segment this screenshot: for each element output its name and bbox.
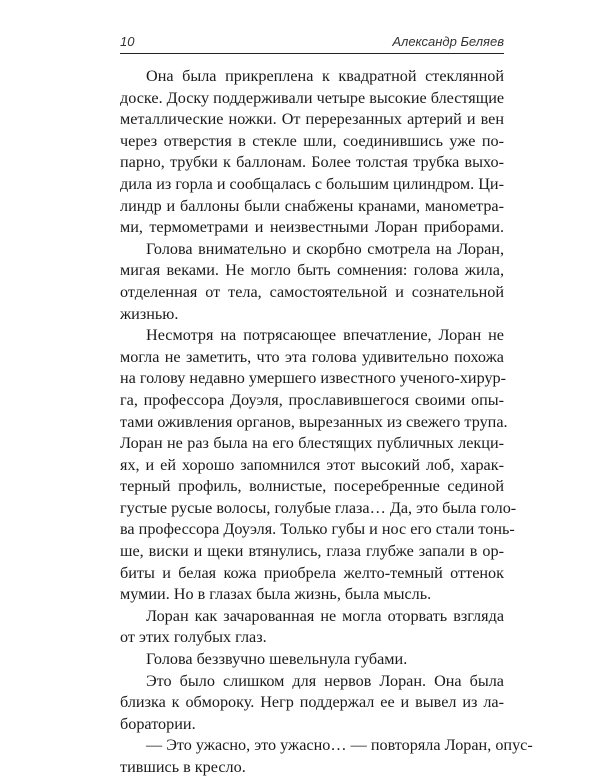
text-line: Несмотря на потрясающее впечатление, Лоран не [146, 326, 504, 345]
text-line: — Это ужасно, это ужасно… — повторяла Лоран, опус- [146, 736, 533, 755]
running-head [120, 31, 504, 54]
text-line: ва профессора Доуэля. Только губы и нос его стали тонь- [120, 520, 515, 539]
text-line: доске. Доску поддерживали четыре высокие блестящие [120, 88, 505, 107]
body-text [120, 66, 533, 779]
text-line: Лоран не раз была на его блестящих публичных лекци- [120, 434, 504, 453]
text-line: линдр и баллоны были снабжены кранами, манометра- [120, 196, 504, 215]
text-line: парно, трубки к баллонам. Более толстая трубка выхо- [120, 153, 504, 172]
text-line: металлические ножки. От перерезанных артерий и вен [120, 110, 504, 129]
text-line: Голова беззвучно шевельнула губами. [146, 650, 408, 669]
text-line: жизнью. [120, 304, 179, 323]
text-line: га, профессора Доуэля, прославившегося своими опы- [120, 390, 504, 409]
text-line: боратории. [120, 714, 196, 733]
text-line: отделенная от тела, самостоятельной и сознательной [120, 282, 504, 301]
text-line: ми, термометрами и неизвестными Лоран приборами. [120, 218, 504, 237]
text-line: от этих голубых глаз. [120, 628, 267, 647]
text-line: мумии. Но в глазах была жизнь, была мысль. [120, 585, 432, 604]
text-line: близка к обмороку. Негр поддержал ее и вывел из ла- [120, 693, 504, 712]
text-line: тами оживления органов, вырезанных из свежего трупа. [120, 412, 508, 431]
text-line: через отверстия в стекле шли, соединившись уже по- [120, 131, 504, 150]
text-line: дила из горла и сообщалась с большим цилиндром. Ци- [120, 174, 504, 193]
text-line: густые русые волосы, голубые глаза… Да, это была голо- [120, 498, 517, 517]
running-head-author: Александр Беляев [392, 34, 504, 49]
text-line: ях, и ей хорошо запомнился этот высокий лоб, харак- [120, 455, 504, 474]
text-line: тившись в кресло. [120, 758, 246, 776]
page-number: 10 [120, 34, 135, 49]
text-line: биты и белая кожа приобрела желто-темный оттенок [120, 563, 504, 582]
text-line: терный профиль, волнистые, посеребренные сединой [120, 477, 504, 496]
text-line: на голову недавно умершего известного ученого-хирур- [120, 369, 507, 388]
text-line: могла не заметить, что эта голова удивительно похожа [120, 347, 504, 366]
text-line: Она была прикреплена к квадратной стеклянной [146, 67, 504, 85]
text-line: Лоран как зачарованная не могла оторвать взгляда [146, 606, 504, 625]
text-line: Это было слишком для нервов Лоран. Она была [146, 671, 504, 690]
text-line: ше, виски и щеки втянулись, глаза глубже запали в ор- [120, 542, 504, 561]
text-line: мигая веками. Не могло быть сомнения: голова жила, [120, 261, 504, 280]
text-line: Голова внимательно и скорбно смотрела на Лоран, [146, 239, 504, 258]
